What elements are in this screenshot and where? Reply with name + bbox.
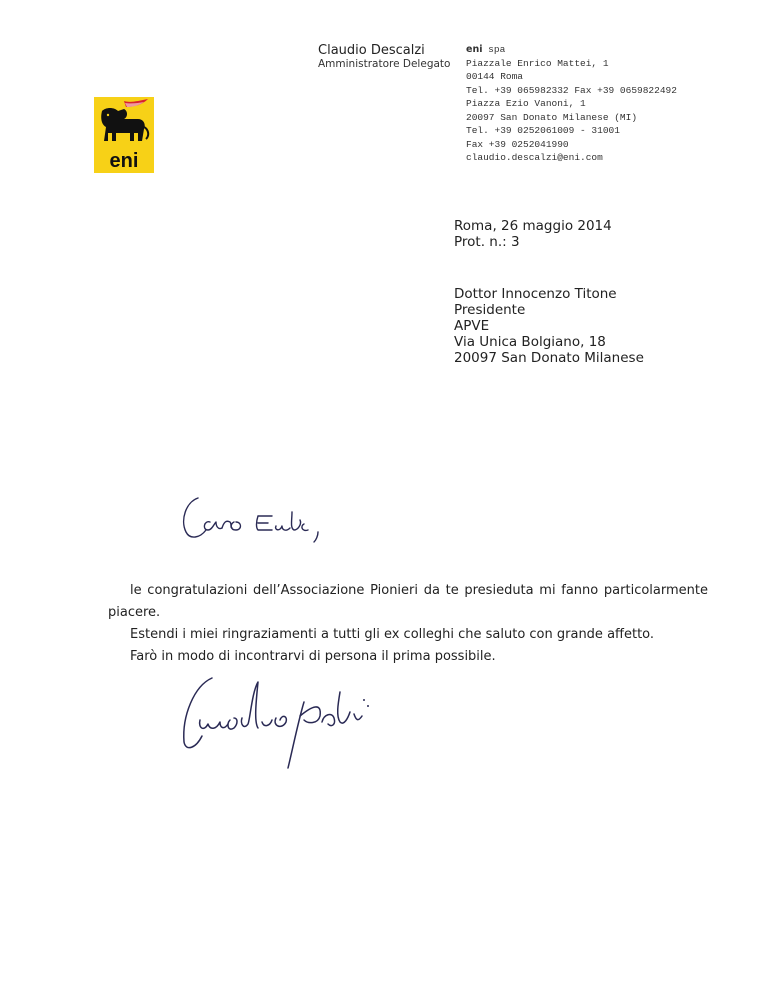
recipient-title: Presidente xyxy=(454,302,526,318)
body-paragraph-2: Estendi i miei ringraziamenti a tutti gli ex colleghi che saluto con grande affetto. xyxy=(130,627,655,642)
body-paragraph-1: le congratulazioni dell’Associazione Pionieri da te presieduta mi fanno particolarmente piacere. xyxy=(108,583,708,620)
company-phone: Tel. +39 065982332 Fax +39 0659822492 xyxy=(466,84,677,96)
recipient-block xyxy=(454,286,644,366)
date-block xyxy=(454,218,612,250)
office-address: Piazza Ezio Vanoni, 1 xyxy=(466,98,586,109)
recipient-street: Via Unica Bolgiano, 18 xyxy=(454,334,606,350)
company-name-bold: eni xyxy=(466,44,483,55)
letter-date: Roma, 26 maggio 2014 xyxy=(454,218,612,234)
recipient-name: Dottor Innocenzo Titone xyxy=(454,286,617,302)
recipient-city: 20097 San Donato Milanese xyxy=(454,350,644,366)
office-address-block xyxy=(466,97,637,165)
letter-body xyxy=(108,580,708,668)
company-name xyxy=(466,43,677,57)
company-name-rest: spa xyxy=(482,44,506,55)
office-phone: Tel. +39 0252061009 - 31001 xyxy=(466,125,620,136)
protocol-number: Prot. n.: 3 xyxy=(454,234,520,250)
sender-role: Amministratore Delegato xyxy=(318,58,451,70)
office-fax: Fax +39 0252041990 xyxy=(466,138,569,150)
handwritten-signature xyxy=(172,672,412,772)
company-address-block xyxy=(466,43,677,97)
handwritten-salutation xyxy=(176,492,346,550)
company-address: Piazzale Enrico Mattei, 1 xyxy=(466,57,609,69)
eni-logo-icon xyxy=(94,97,154,173)
office-city: 20097 San Donato Milanese (MI) xyxy=(466,111,638,123)
svg-text:eni: eni xyxy=(109,150,139,172)
recipient-org: APVE xyxy=(454,318,490,334)
office-email: claudio.descalzi@eni.com xyxy=(466,152,603,163)
sender-name: Claudio Descalzi xyxy=(318,43,425,58)
body-paragraph-3: Farò in modo di incontrarvi di persona il prima possibile. xyxy=(130,649,496,664)
company-city: 00144 Roma xyxy=(466,71,524,82)
